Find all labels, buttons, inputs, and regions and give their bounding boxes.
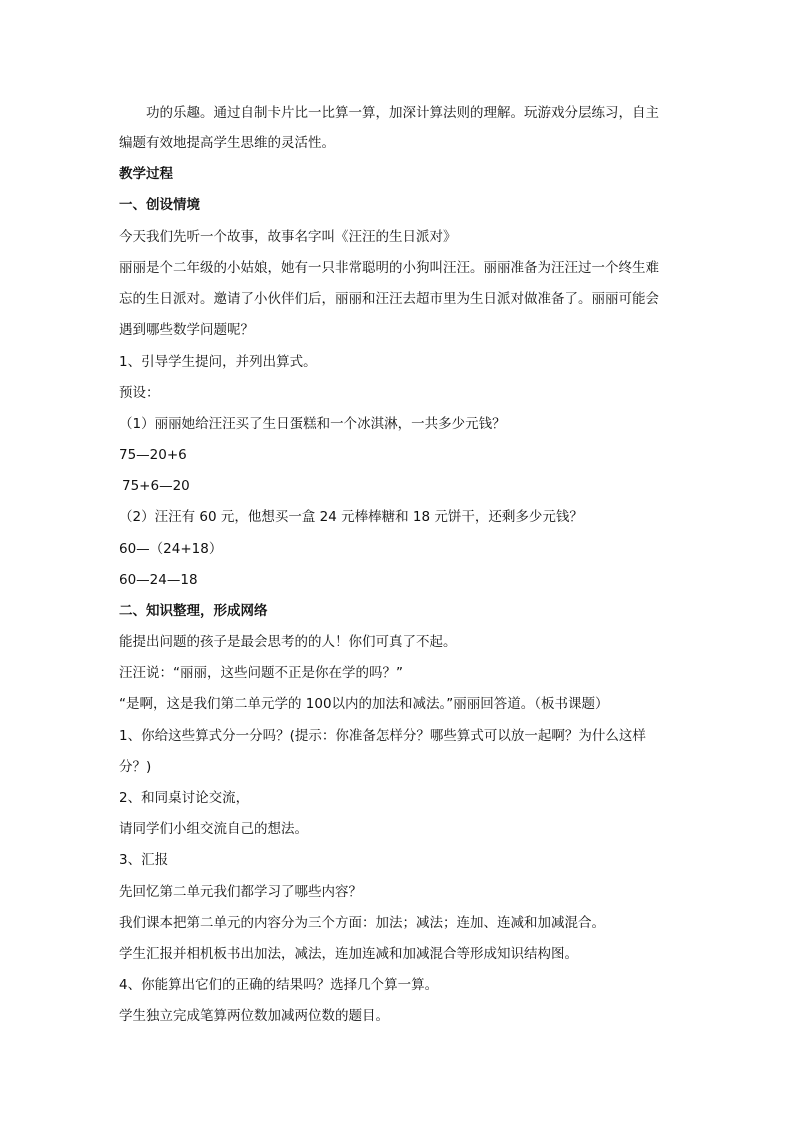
wangwang-quote: 汪汪说：“丽丽，这些问题不正是你在学的吗？”: [119, 665, 403, 681]
teaching-process-heading: 教学过程: [119, 166, 173, 182]
question-1: （1）丽丽她给汪汪买了生日蛋糕和一个冰淇淋，一共多少元钱？: [119, 416, 506, 432]
formula-2a: 60—（24+18）: [119, 541, 223, 557]
praise-line: 能提出问题的孩子是最会思考的的人！你们可真了不起。: [119, 634, 457, 650]
preset-label: 预设：: [119, 385, 160, 401]
story-intro: 今天我们先听一个故事，故事名字叫《汪汪的生日派对》: [119, 229, 457, 245]
intro-paragraph-line-1: 功的乐趣。通过自制卡片比一比算一算，加深计算法则的理解。玩游戏分层练习，自主: [146, 105, 659, 121]
section-two-heading: 二、知识整理，形成网络: [119, 603, 268, 619]
question-2: （2）汪汪有 60 元，他想买一盒 24 元棒棒糖和 18 元饼干，还剩多少元钱？: [119, 509, 583, 525]
step-1: 1、引导学生提问，并列出算式。: [119, 354, 317, 370]
knowledge-structure: 学生汇报并相机板书出加法，减法，连加连减和加减混合等形成知识结构图。: [119, 946, 578, 962]
story-line-1: 丽丽是个二年级的小姑娘，她有一只非常聪明的小狗叫汪汪。丽丽准备为汪汪过一个终生难: [119, 260, 659, 276]
step-1-sort: 1、你给这些算式分一分吗？(提示：你准备怎样分？哪些算式可以放一起啊？为什么这样: [119, 728, 646, 744]
intro-paragraph-line-2: 编题有效地提高学生思维的灵活性。: [119, 135, 335, 151]
story-line-3: 遇到哪些数学问题呢？: [119, 322, 254, 338]
group-discussion: 请同学们小组交流自己的想法。: [119, 821, 308, 837]
formula-1a: 75—20+6: [119, 447, 187, 463]
story-line-2: 忘的生日派对。邀请了小伙伴们后，丽丽和汪汪去超市里为生日派对做准备了。丽丽可能会: [119, 291, 659, 307]
unit-summary: 我们课本把第二单元的内容分为三个方面：加法；减法；连加、连减和加减混合。: [119, 915, 605, 931]
formula-1b: 75+6—20: [122, 478, 190, 494]
independent-work: 学生独立完成笔算两位数加减两位数的题目。: [119, 1008, 389, 1024]
step-4: 4、你能算出它们的正确的结果吗？选择几个算一算。: [119, 977, 439, 993]
review-question: 先回忆第二单元我们都学习了哪些内容？: [119, 884, 362, 900]
step-2: 2、和同桌讨论交流，: [119, 790, 250, 806]
section-one-heading: 一、创设情境: [119, 197, 200, 213]
formula-2b: 60—24—18: [119, 572, 198, 588]
lili-reply: “是啊，这是我们第二单元学的 100以内的加法和减法。”丽丽回答道。（板书课题）: [119, 696, 609, 712]
step-1-sort-cont: 分？): [119, 759, 152, 775]
step-3: 3、汇报: [119, 852, 169, 868]
